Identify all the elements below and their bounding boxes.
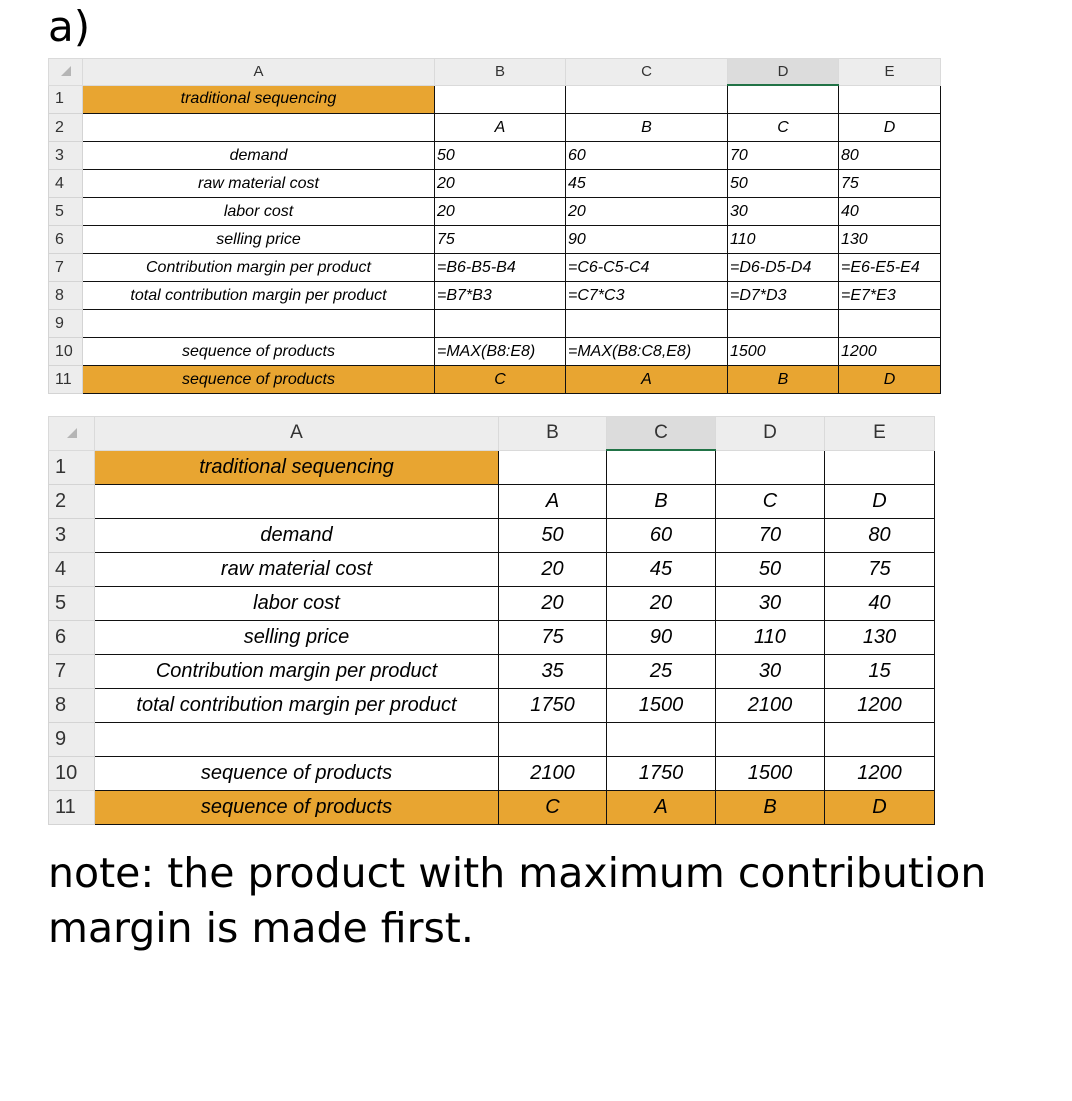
row-label-cell[interactable]: raw material cost <box>95 553 499 587</box>
cell[interactable] <box>728 85 839 114</box>
cell[interactable]: 20 <box>566 198 728 226</box>
row-label-cell[interactable]: sequence of products <box>95 757 499 791</box>
row-label-cell[interactable] <box>95 723 499 757</box>
row-label-cell[interactable]: demand <box>95 519 499 553</box>
cell[interactable]: D <box>825 791 935 825</box>
table-row <box>49 226 941 254</box>
column-header-row <box>49 417 935 451</box>
cell[interactable]: 130 <box>839 226 941 254</box>
cell[interactable]: A <box>607 791 716 825</box>
column-header-b[interactable]: B <box>435 59 566 86</box>
row-header[interactable]: 6 <box>49 621 95 655</box>
part-label: a) <box>48 2 91 51</box>
cell[interactable]: 45 <box>607 553 716 587</box>
cell[interactable]: 50 <box>716 553 825 587</box>
row-header[interactable]: 7 <box>49 655 95 689</box>
cell[interactable]: 1500 <box>716 757 825 791</box>
select-all-corner[interactable] <box>49 59 83 86</box>
cell[interactable]: 1200 <box>839 338 941 366</box>
cell[interactable]: 70 <box>728 142 839 170</box>
row-header[interactable]: 3 <box>49 519 95 553</box>
row-label-cell[interactable]: traditional sequencing <box>83 85 435 114</box>
spreadsheet-formulas <box>48 58 941 394</box>
cell[interactable]: 60 <box>566 142 728 170</box>
row-label-cell[interactable] <box>83 114 435 142</box>
row-header[interactable]: 6 <box>49 226 83 254</box>
cell[interactable]: 30 <box>716 587 825 621</box>
column-header-e[interactable]: E <box>839 59 941 86</box>
cell[interactable]: 1750 <box>607 757 716 791</box>
spreadsheet-values <box>48 416 935 825</box>
row-label-cell[interactable]: sequence of products <box>95 791 499 825</box>
row-label-cell[interactable]: sequence of products <box>83 366 435 394</box>
cell[interactable] <box>839 310 941 338</box>
cell[interactable]: 80 <box>839 142 941 170</box>
table-row <box>49 366 941 394</box>
table-row <box>49 338 941 366</box>
cell[interactable] <box>607 723 716 757</box>
cell[interactable]: 40 <box>839 198 941 226</box>
column-header-c[interactable]: C <box>566 59 728 86</box>
cell[interactable]: B <box>607 485 716 519</box>
row-label-cell[interactable]: traditional sequencing <box>95 450 499 485</box>
row-label-cell[interactable] <box>95 485 499 519</box>
cell[interactable]: 90 <box>566 226 728 254</box>
cell[interactable]: C <box>435 366 566 394</box>
cell[interactable]: 75 <box>499 621 607 655</box>
cell[interactable]: =C7*C3 <box>566 282 728 310</box>
cell[interactable] <box>839 85 941 114</box>
select-all-corner[interactable] <box>49 417 95 451</box>
cell[interactable]: 50 <box>435 142 566 170</box>
cell[interactable]: 20 <box>499 553 607 587</box>
row-header[interactable]: 2 <box>49 114 83 142</box>
table-row <box>49 723 935 757</box>
table-row <box>49 791 935 825</box>
table-row <box>49 114 941 142</box>
row-header[interactable]: 8 <box>49 282 83 310</box>
row-header[interactable]: 10 <box>49 338 83 366</box>
row-header[interactable]: 9 <box>49 310 83 338</box>
table-row <box>49 655 935 689</box>
row-header[interactable]: 11 <box>49 791 95 825</box>
column-header-e[interactable]: E <box>825 417 935 451</box>
table-row <box>49 553 935 587</box>
table-row <box>49 85 941 114</box>
cell[interactable]: 80 <box>825 519 935 553</box>
cell[interactable]: 30 <box>716 655 825 689</box>
cell[interactable]: 20 <box>607 587 716 621</box>
row-header[interactable]: 11 <box>49 366 83 394</box>
table-row <box>49 621 935 655</box>
cell[interactable]: 1200 <box>825 689 935 723</box>
table-row <box>49 485 935 519</box>
cell[interactable]: D <box>839 366 941 394</box>
column-header-row <box>49 59 941 86</box>
note-text: note: the product with maximum contribution margin is made first. <box>48 849 987 952</box>
cell[interactable]: 130 <box>825 621 935 655</box>
cell[interactable] <box>607 450 716 485</box>
cell[interactable]: B <box>716 791 825 825</box>
cell[interactable]: D <box>839 114 941 142</box>
row-label-cell[interactable]: selling price <box>95 621 499 655</box>
row-header[interactable]: 2 <box>49 485 95 519</box>
cell[interactable]: 35 <box>499 655 607 689</box>
cell[interactable] <box>499 450 607 485</box>
row-label-cell[interactable]: selling price <box>83 226 435 254</box>
column-header-c[interactable]: C <box>607 417 716 451</box>
row-header[interactable]: 1 <box>49 450 95 485</box>
cell[interactable]: A <box>435 114 566 142</box>
cell[interactable]: 75 <box>435 226 566 254</box>
column-header-a[interactable]: A <box>95 417 499 451</box>
table-row <box>49 310 941 338</box>
cell[interactable]: D <box>825 485 935 519</box>
table-row <box>49 757 935 791</box>
row-header[interactable]: 5 <box>49 198 83 226</box>
cell[interactable] <box>825 723 935 757</box>
cell[interactable]: 45 <box>566 170 728 198</box>
cell[interactable] <box>825 450 935 485</box>
cell[interactable]: B <box>566 114 728 142</box>
cell[interactable]: 1750 <box>499 689 607 723</box>
cell[interactable] <box>435 85 566 114</box>
row-label-cell[interactable]: labor cost <box>83 198 435 226</box>
table-row <box>49 450 935 485</box>
column-header-d[interactable]: D <box>716 417 825 451</box>
cell[interactable] <box>435 310 566 338</box>
cell[interactable] <box>728 310 839 338</box>
cell[interactable]: 2100 <box>716 689 825 723</box>
cell[interactable]: 75 <box>825 553 935 587</box>
row-header[interactable]: 9 <box>49 723 95 757</box>
cell[interactable]: A <box>566 366 728 394</box>
cell[interactable]: B <box>728 366 839 394</box>
column-header-a[interactable]: A <box>83 59 435 86</box>
table-row <box>49 170 941 198</box>
row-label-cell[interactable]: total contribution margin per product <box>83 282 435 310</box>
cell[interactable]: =E7*E3 <box>839 282 941 310</box>
cell[interactable]: =MAX(B8:C8,E8) <box>566 338 728 366</box>
cell[interactable]: 2100 <box>499 757 607 791</box>
cell[interactable]: =C6-C5-C4 <box>566 254 728 282</box>
cell[interactable]: 1500 <box>728 338 839 366</box>
cell[interactable]: =B7*B3 <box>435 282 566 310</box>
cell[interactable]: 110 <box>716 621 825 655</box>
row-header[interactable]: 7 <box>49 254 83 282</box>
cell[interactable]: 25 <box>607 655 716 689</box>
row-header[interactable]: 3 <box>49 142 83 170</box>
column-header-d[interactable]: D <box>728 59 839 86</box>
cell[interactable]: =D7*D3 <box>728 282 839 310</box>
row-header[interactable]: 5 <box>49 587 95 621</box>
cell[interactable] <box>566 310 728 338</box>
table-row <box>49 142 941 170</box>
cell[interactable] <box>716 450 825 485</box>
cell[interactable]: C <box>499 791 607 825</box>
cell[interactable]: 15 <box>825 655 935 689</box>
table-row <box>49 519 935 553</box>
cell[interactable]: 75 <box>839 170 941 198</box>
row-label-cell[interactable]: labor cost <box>95 587 499 621</box>
row-header[interactable]: 10 <box>49 757 95 791</box>
table-row <box>49 587 935 621</box>
cell[interactable]: =MAX(B8:E8) <box>435 338 566 366</box>
row-header[interactable]: 4 <box>49 170 83 198</box>
row-label-cell[interactable]: total contribution margin per product <box>95 689 499 723</box>
cell[interactable]: 20 <box>499 587 607 621</box>
table-row <box>49 198 941 226</box>
cell[interactable]: =E6-E5-E4 <box>839 254 941 282</box>
row-header[interactable]: 4 <box>49 553 95 587</box>
cell[interactable] <box>716 723 825 757</box>
cell[interactable]: 20 <box>435 170 566 198</box>
row-label-cell[interactable]: Contribution margin per product <box>83 254 435 282</box>
cell[interactable]: C <box>728 114 839 142</box>
row-label-cell[interactable]: raw material cost <box>83 170 435 198</box>
cell[interactable]: 60 <box>607 519 716 553</box>
row-label-cell[interactable] <box>83 310 435 338</box>
cell[interactable]: C <box>716 485 825 519</box>
table-row <box>49 282 941 310</box>
table-row <box>49 254 941 282</box>
row-label-cell[interactable]: demand <box>83 142 435 170</box>
cell[interactable]: 1200 <box>825 757 935 791</box>
row-label-cell[interactable]: Contribution margin per product <box>95 655 499 689</box>
cell[interactable] <box>499 723 607 757</box>
cell[interactable]: 90 <box>607 621 716 655</box>
cell[interactable]: 1500 <box>607 689 716 723</box>
column-header-b[interactable]: B <box>499 417 607 451</box>
row-header[interactable]: 8 <box>49 689 95 723</box>
row-header[interactable]: 1 <box>49 85 83 114</box>
cell[interactable]: 40 <box>825 587 935 621</box>
cell[interactable]: 50 <box>728 170 839 198</box>
cell[interactable]: 70 <box>716 519 825 553</box>
cell[interactable]: A <box>499 485 607 519</box>
cell[interactable]: 110 <box>728 226 839 254</box>
cell[interactable]: =D6-D5-D4 <box>728 254 839 282</box>
cell[interactable]: =B6-B5-B4 <box>435 254 566 282</box>
cell[interactable]: 30 <box>728 198 839 226</box>
cell[interactable] <box>566 85 728 114</box>
cell[interactable]: 50 <box>499 519 607 553</box>
row-label-cell[interactable]: sequence of products <box>83 338 435 366</box>
cell[interactable]: 20 <box>435 198 566 226</box>
table-row <box>49 689 935 723</box>
